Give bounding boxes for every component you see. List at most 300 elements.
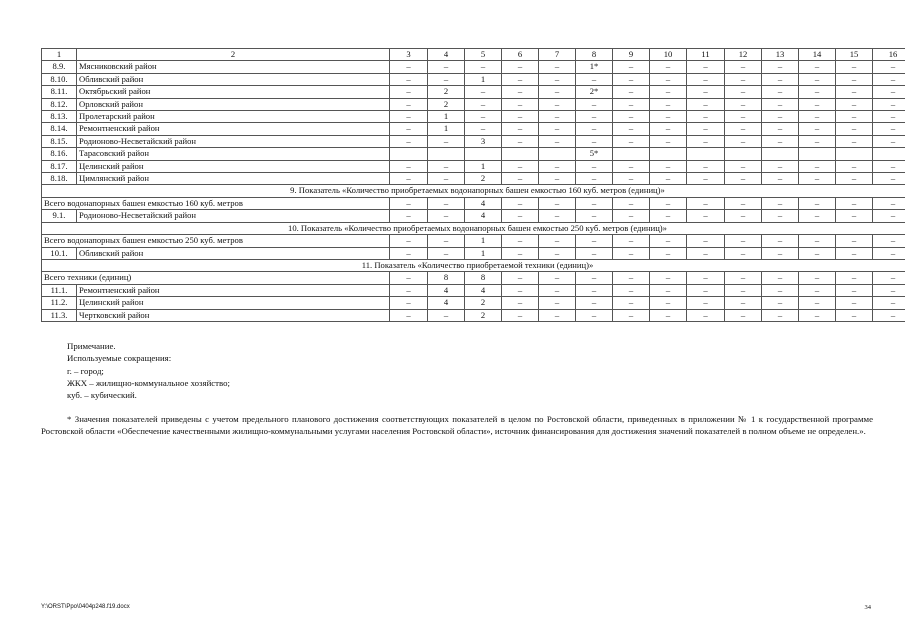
value-cell: – [390, 98, 428, 110]
value-cell: – [539, 297, 576, 309]
value-cell [650, 148, 687, 160]
value-cell: – [502, 210, 539, 222]
row-name: Мясниковский район [77, 61, 390, 73]
row-number: 8.9. [42, 61, 77, 73]
value-cell: – [502, 173, 539, 185]
row-name: Ремонтненский район [77, 284, 390, 296]
value-cell: – [799, 284, 836, 296]
abbreviations-heading: Используемые сокращения: [67, 353, 172, 364]
row-name: Пролетарский район [77, 111, 390, 123]
value-cell: – [390, 123, 428, 135]
value-cell: – [613, 197, 650, 209]
value-cell: – [613, 297, 650, 309]
value-cell: – [428, 61, 465, 73]
total-row [42, 197, 905, 209]
value-cell: – [539, 98, 576, 110]
value-cell: – [873, 135, 905, 147]
value-cell: – [613, 284, 650, 296]
abbreviation-item: г. – город; [67, 365, 104, 376]
value-cell: – [465, 111, 502, 123]
value-cell: – [576, 197, 613, 209]
value-cell: – [390, 73, 428, 85]
value-cell: – [873, 235, 905, 247]
value-cell: – [762, 272, 799, 284]
value-cell: – [799, 160, 836, 172]
value-cell: – [390, 297, 428, 309]
value-cell: – [613, 135, 650, 147]
value-cell: – [539, 73, 576, 85]
value-cell: 1* [576, 61, 613, 73]
value-cell: – [428, 73, 465, 85]
value-cell: – [576, 284, 613, 296]
value-cell: – [799, 297, 836, 309]
value-cell: – [465, 123, 502, 135]
section-header-row [42, 185, 905, 197]
file-path: Y:\ORST\Ppo\0404p248.f19.docx [41, 604, 130, 610]
row-name: Цимлянский район [77, 173, 390, 185]
value-cell: – [650, 210, 687, 222]
value-cell [390, 148, 428, 160]
value-cell: 8 [465, 272, 502, 284]
value-cell: 4 [428, 297, 465, 309]
column-number-header: 8 [576, 49, 613, 61]
value-cell: – [390, 197, 428, 209]
value-cell: – [725, 123, 762, 135]
column-number-header: 13 [762, 49, 799, 61]
value-cell: – [836, 197, 873, 209]
table-row [42, 173, 905, 185]
value-cell: – [539, 135, 576, 147]
column-number-header: 4 [428, 49, 465, 61]
value-cell: – [428, 309, 465, 321]
value-cell: – [687, 61, 725, 73]
value-cell: – [502, 309, 539, 321]
value-cell: – [539, 111, 576, 123]
value-cell: – [650, 73, 687, 85]
value-cell [762, 148, 799, 160]
value-cell: – [576, 309, 613, 321]
table-row [42, 160, 905, 172]
value-cell: – [613, 210, 650, 222]
row-name: Всего водонапорных башен емкостью 160 куб. метров [42, 197, 390, 209]
value-cell: – [836, 297, 873, 309]
value-cell: – [650, 160, 687, 172]
value-cell: – [873, 297, 905, 309]
value-cell: – [576, 123, 613, 135]
row-name: Октябрьский район [77, 86, 390, 98]
value-cell: – [687, 135, 725, 147]
value-cell: – [836, 284, 873, 296]
value-cell: – [836, 210, 873, 222]
value-cell: – [762, 98, 799, 110]
page-number: 34 [864, 604, 871, 611]
value-cell: – [836, 61, 873, 73]
value-cell: – [539, 210, 576, 222]
value-cell: – [428, 135, 465, 147]
table-row [42, 148, 905, 160]
value-cell: – [762, 173, 799, 185]
value-cell: – [873, 272, 905, 284]
row-number: 10.1. [42, 247, 77, 259]
value-cell: – [613, 247, 650, 259]
column-number-header: 9 [613, 49, 650, 61]
value-cell: 1 [465, 247, 502, 259]
value-cell: – [502, 247, 539, 259]
value-cell: – [836, 160, 873, 172]
column-number-header: 16 [873, 49, 905, 61]
value-cell: – [428, 173, 465, 185]
value-cell: – [725, 135, 762, 147]
value-cell: – [799, 309, 836, 321]
value-cell [873, 148, 905, 160]
value-cell: – [650, 111, 687, 123]
value-cell: – [502, 297, 539, 309]
column-number-header: 1 [42, 49, 77, 61]
value-cell: – [502, 272, 539, 284]
value-cell: – [799, 235, 836, 247]
value-cell [687, 148, 725, 160]
value-cell: – [687, 173, 725, 185]
value-cell: – [873, 123, 905, 135]
value-cell: – [762, 160, 799, 172]
table-row [42, 135, 905, 147]
value-cell: 1 [465, 160, 502, 172]
value-cell: – [650, 309, 687, 321]
value-cell: – [613, 73, 650, 85]
column-number-header: 15 [836, 49, 873, 61]
value-cell [428, 148, 465, 160]
value-cell: – [502, 61, 539, 73]
value-cell: – [390, 173, 428, 185]
value-cell: – [873, 86, 905, 98]
value-cell: – [836, 135, 873, 147]
value-cell: – [687, 284, 725, 296]
value-cell: – [650, 61, 687, 73]
value-cell: – [613, 111, 650, 123]
value-cell: 1 [428, 123, 465, 135]
section-title: 9. Показатель «Количество приобретаемых водонапорных башен емкостью 160 куб. метров (единиц)» [42, 185, 905, 197]
value-cell: – [687, 272, 725, 284]
value-cell: – [836, 98, 873, 110]
column-number-header: 2 [77, 49, 390, 61]
value-cell: 2 [465, 309, 502, 321]
value-cell: 4 [465, 210, 502, 222]
value-cell: – [539, 86, 576, 98]
table-row [42, 86, 905, 98]
value-cell: – [576, 135, 613, 147]
value-cell: – [725, 111, 762, 123]
value-cell: – [836, 123, 873, 135]
value-cell: – [799, 197, 836, 209]
table-row [42, 73, 905, 85]
value-cell: – [502, 135, 539, 147]
value-cell: – [613, 61, 650, 73]
value-cell: – [687, 73, 725, 85]
abbreviation-item: куб. – кубический. [67, 390, 137, 401]
value-cell: – [762, 135, 799, 147]
value-cell: – [725, 284, 762, 296]
value-cell: – [613, 123, 650, 135]
value-cell: – [687, 111, 725, 123]
value-cell: – [725, 297, 762, 309]
total-row [42, 235, 905, 247]
value-cell: – [650, 272, 687, 284]
value-cell: – [873, 210, 905, 222]
table-row [42, 309, 905, 321]
value-cell: – [799, 86, 836, 98]
value-cell: – [613, 98, 650, 110]
value-cell: – [873, 111, 905, 123]
column-number-header: 7 [539, 49, 576, 61]
value-cell: – [650, 235, 687, 247]
value-cell: – [576, 297, 613, 309]
value-cell: – [836, 247, 873, 259]
value-cell: – [687, 86, 725, 98]
value-cell: – [390, 61, 428, 73]
value-cell: – [576, 73, 613, 85]
table-row [42, 297, 905, 309]
value-cell: – [725, 173, 762, 185]
row-number: 8.14. [42, 123, 77, 135]
value-cell: – [650, 247, 687, 259]
footnote: * Значения показателей приведены с учетом предельного планового достижения соответствующих показателей в целом по Ростовской области, приведенных в приложении № 1 к государственной программе Ростовской области «Обеспечение качественными жилищно-коммунальными услугами населения Ростовской области», источник финансирования для достижения значений показателей в полном объеме не определен.». [41, 414, 873, 437]
value-cell: – [539, 247, 576, 259]
section-title: 11. Показатель «Количество приобретаемой техники (единиц)» [42, 259, 905, 271]
value-cell [539, 148, 576, 160]
row-name: Орловский район [77, 98, 390, 110]
value-cell: – [725, 247, 762, 259]
value-cell: 2 [465, 173, 502, 185]
value-cell: – [873, 73, 905, 85]
value-cell: – [799, 123, 836, 135]
value-cell: 5* [576, 148, 613, 160]
value-cell: – [576, 272, 613, 284]
value-cell: – [762, 297, 799, 309]
value-cell: – [650, 297, 687, 309]
section-title: 10. Показатель «Количество приобретаемых водонапорных башен емкостью 250 куб. метров (единиц)» [42, 222, 905, 234]
value-cell: – [613, 86, 650, 98]
value-cell: – [799, 111, 836, 123]
value-cell [613, 148, 650, 160]
row-number: 8.10. [42, 73, 77, 85]
value-cell: – [539, 160, 576, 172]
value-cell: – [762, 61, 799, 73]
row-number: 8.13. [42, 111, 77, 123]
section-header-row [42, 259, 905, 271]
value-cell: – [799, 247, 836, 259]
value-cell: – [390, 160, 428, 172]
value-cell: – [428, 160, 465, 172]
value-cell: – [762, 197, 799, 209]
value-cell: – [687, 123, 725, 135]
value-cell: – [613, 173, 650, 185]
value-cell: – [836, 272, 873, 284]
value-cell: – [539, 61, 576, 73]
row-number: 8.15. [42, 135, 77, 147]
value-cell: – [687, 98, 725, 110]
row-name: Тарасовский район [77, 148, 390, 160]
column-number-header: 6 [502, 49, 539, 61]
value-cell: – [613, 309, 650, 321]
value-cell: – [873, 197, 905, 209]
column-number-header: 12 [725, 49, 762, 61]
value-cell: – [650, 284, 687, 296]
value-cell: – [799, 210, 836, 222]
value-cell: – [725, 197, 762, 209]
row-number: 8.16. [42, 148, 77, 160]
value-cell: – [576, 111, 613, 123]
value-cell: – [762, 123, 799, 135]
row-number: 11.3. [42, 309, 77, 321]
value-cell: – [873, 247, 905, 259]
value-cell: – [539, 235, 576, 247]
value-cell: – [873, 61, 905, 73]
value-cell: – [836, 73, 873, 85]
value-cell: – [465, 98, 502, 110]
value-cell: – [502, 235, 539, 247]
value-cell: – [799, 98, 836, 110]
value-cell: – [428, 197, 465, 209]
row-number: 9.1. [42, 210, 77, 222]
section-header-row [42, 222, 905, 234]
header-row [42, 49, 905, 61]
value-cell: – [502, 86, 539, 98]
row-name: Всего водонапорных башен емкостью 250 куб. метров [42, 235, 390, 247]
value-cell: – [836, 173, 873, 185]
row-name: Всего техники (единиц) [42, 272, 390, 284]
value-cell: – [390, 272, 428, 284]
table-row [42, 98, 905, 110]
value-cell: – [873, 173, 905, 185]
value-cell: – [650, 86, 687, 98]
value-cell: – [687, 309, 725, 321]
table-row [42, 61, 905, 73]
row-number: 8.11. [42, 86, 77, 98]
value-cell: 1 [428, 111, 465, 123]
row-number: 8.17. [42, 160, 77, 172]
indicators-table [41, 48, 905, 322]
value-cell: – [650, 135, 687, 147]
value-cell: 1 [465, 235, 502, 247]
value-cell: – [502, 160, 539, 172]
value-cell: – [687, 210, 725, 222]
value-cell: – [873, 309, 905, 321]
column-number-header: 11 [687, 49, 725, 61]
value-cell: – [687, 247, 725, 259]
value-cell: – [390, 284, 428, 296]
value-cell: – [762, 210, 799, 222]
value-cell: – [762, 284, 799, 296]
value-cell: – [836, 235, 873, 247]
value-cell: – [390, 86, 428, 98]
value-cell: – [836, 86, 873, 98]
value-cell: – [725, 210, 762, 222]
column-number-header: 14 [799, 49, 836, 61]
value-cell: 2 [428, 98, 465, 110]
table-row [42, 210, 905, 222]
value-cell: – [539, 197, 576, 209]
value-cell: – [502, 111, 539, 123]
value-cell: – [873, 98, 905, 110]
value-cell: – [502, 98, 539, 110]
value-cell: – [725, 73, 762, 85]
value-cell [465, 148, 502, 160]
value-cell: – [576, 235, 613, 247]
value-cell: – [390, 247, 428, 259]
abbreviation-item: ЖКХ – жилищно-коммунальное хозяйство; [67, 377, 230, 388]
value-cell: – [465, 61, 502, 73]
row-name: Родионово-Несветайский район [77, 210, 390, 222]
value-cell: – [725, 235, 762, 247]
table-row [42, 247, 905, 259]
value-cell: – [873, 160, 905, 172]
value-cell: – [725, 98, 762, 110]
table-row [42, 111, 905, 123]
value-cell: – [762, 247, 799, 259]
value-cell: – [725, 160, 762, 172]
column-number-header: 5 [465, 49, 502, 61]
value-cell: – [799, 61, 836, 73]
value-cell: – [390, 235, 428, 247]
value-cell: 4 [465, 284, 502, 296]
column-number-header: 3 [390, 49, 428, 61]
value-cell: – [539, 173, 576, 185]
value-cell: – [725, 272, 762, 284]
value-cell: – [576, 173, 613, 185]
row-number: 8.12. [42, 98, 77, 110]
value-cell: – [799, 272, 836, 284]
value-cell: – [799, 135, 836, 147]
row-name: Обливский район [77, 73, 390, 85]
value-cell: – [836, 309, 873, 321]
value-cell: – [650, 197, 687, 209]
value-cell: – [687, 235, 725, 247]
value-cell: – [390, 111, 428, 123]
value-cell: – [502, 123, 539, 135]
value-cell: – [687, 197, 725, 209]
row-name: Чертковский район [77, 309, 390, 321]
value-cell: 2 [428, 86, 465, 98]
value-cell: – [650, 123, 687, 135]
value-cell: – [390, 309, 428, 321]
value-cell: – [836, 111, 873, 123]
table-row [42, 123, 905, 135]
value-cell [836, 148, 873, 160]
row-number: 11.2. [42, 297, 77, 309]
notes-title: Примечание. [67, 341, 116, 351]
value-cell: 4 [428, 284, 465, 296]
value-cell: 4 [465, 197, 502, 209]
value-cell: – [502, 284, 539, 296]
column-number-header: 10 [650, 49, 687, 61]
value-cell: – [502, 73, 539, 85]
value-cell: – [428, 210, 465, 222]
row-number: 8.18. [42, 173, 77, 185]
value-cell: – [613, 160, 650, 172]
value-cell [725, 148, 762, 160]
value-cell: – [576, 210, 613, 222]
value-cell: – [762, 309, 799, 321]
value-cell: – [799, 173, 836, 185]
value-cell [799, 148, 836, 160]
value-cell: – [539, 284, 576, 296]
value-cell: – [502, 197, 539, 209]
value-cell: – [576, 247, 613, 259]
value-cell: 1 [465, 73, 502, 85]
value-cell: 2* [576, 86, 613, 98]
value-cell: 8 [428, 272, 465, 284]
value-cell: – [576, 98, 613, 110]
